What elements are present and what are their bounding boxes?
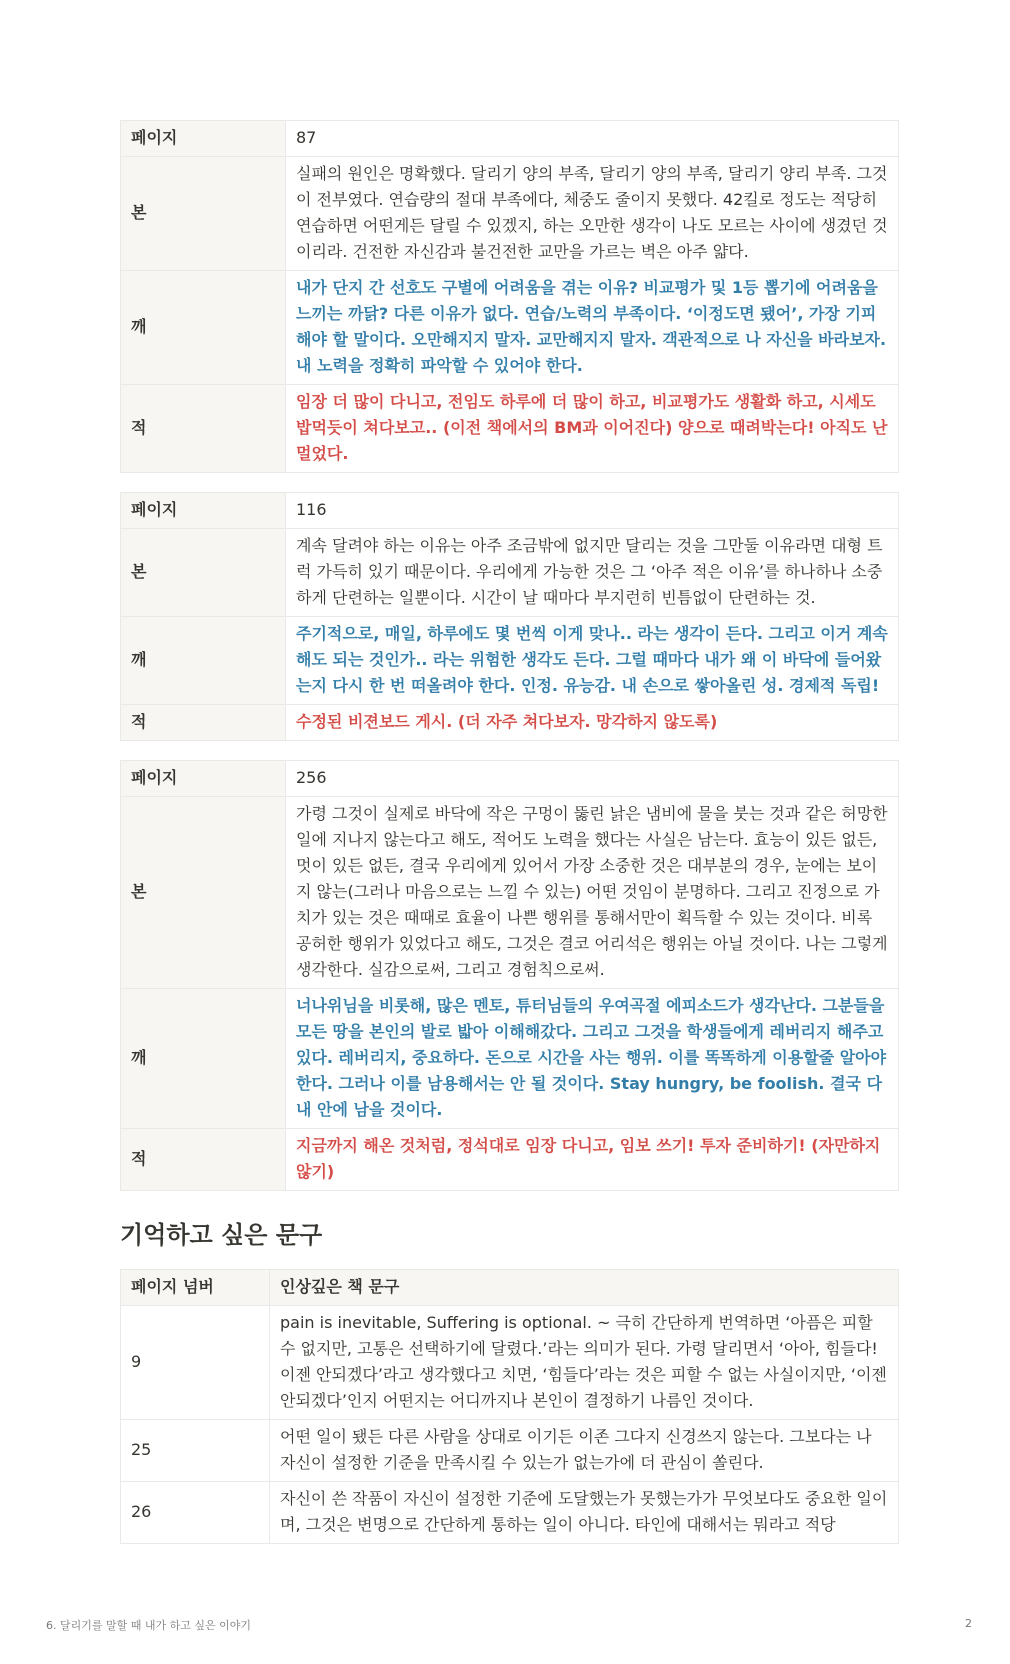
table-row	[121, 761, 899, 797]
table-row	[121, 797, 899, 989]
action-text: 지금까지 해온 것처럼, 정석대로 임장 다니고, 임보 쓰기! 투자 준비하기! (자만하지 않기)	[286, 1129, 899, 1191]
action-label: 적	[121, 1129, 286, 1191]
page-label: 페이지	[121, 493, 286, 529]
table-row	[121, 529, 899, 617]
footer-page-number: 2	[965, 1617, 972, 1630]
quote-text: 자신이 쓴 작품이 자신이 설정한 기준에 도달했는가 못했는가가 무엇보다도 중요한 일이며, 그것은 변명으로 간단하게 통하는 일이 아니다. 타인에 대해서는 뭐라고 적당	[270, 1482, 899, 1544]
page-number: 87	[286, 121, 899, 157]
body-label: 본	[121, 529, 286, 617]
reading-record-table	[120, 120, 899, 473]
insight-text: 너나위님을 비롯해, 많은 멘토, 튜터님들의 우여곡절 에피소드가 생각난다. 그분들을 모든 땅을 본인의 발로 밟아 이해해갔다. 그리고 그것을 학생들에게 레버리지 해주고 있다. 레버리지, 중요하다. 돈으로 시간을 사는 행위. 이를 똑똑하게 이용할줄 알아야 한다. 그러나 이를 남용해서는 안 될 것이다. Stay hungry, be foolish. 결국 다 내 안에 남을 것이다.	[286, 989, 899, 1129]
insight-label: 깨	[121, 989, 286, 1129]
column-header-page: 페이지 넘버	[121, 1270, 270, 1306]
insight-label: 깨	[121, 271, 286, 385]
action-text: 수정된 비젼보드 게시. (더 자주 쳐다보자. 망각하지 않도록)	[286, 705, 899, 741]
body-label: 본	[121, 797, 286, 989]
table-row	[121, 385, 899, 473]
table-row	[121, 989, 899, 1129]
page-content	[120, 120, 899, 1567]
insight-text: 주기적으로, 매일, 하루에도 몇 번씩 이게 맞나.. 라는 생각이 든다. 그리고 이거 계속 해도 되는 것인가.. 라는 위험한 생각도 든다. 그럴 때마다 내가 왜 이 바닥에 들어왔는지 다시 한 번 떠올려야 한다. 인정. 유능감. 내 손으로 쌓아올린 성. 경제적 독립!	[286, 617, 899, 705]
insight-text: 내가 단지 간 선호도 구별에 어려움을 겪는 이유? 비교평가 및 1등 뽑기에 어려움을 느끼는 까닭? 다른 이유가 없다. 연습/노력의 부족이다. ‘이정도면 됐어’, 가장 기피해야 할 말이다. 오만해지지 말자. 교만해지지 말자. 객관적으로 나 자신을 바라보자. 내 노력을 정확히 파악할 수 있어야 한다.	[286, 271, 899, 385]
quote-page: 9	[121, 1306, 270, 1420]
page-number: 116	[286, 493, 899, 529]
table-row	[121, 1482, 899, 1544]
table-row	[121, 1420, 899, 1482]
table-row	[121, 493, 899, 529]
table-row	[121, 705, 899, 741]
page-label: 페이지	[121, 761, 286, 797]
table-header-row	[121, 1270, 899, 1306]
table-row	[121, 121, 899, 157]
page-number: 256	[286, 761, 899, 797]
quote-page: 26	[121, 1482, 270, 1544]
body-text: 실패의 원인은 명확했다. 달리기 양의 부족, 달리기 양의 부족, 달리기 양리 부족. 그것이 전부였다. 연습량의 절대 부족에다, 체중도 줄이지 못했다. 42킬로 정도는 적당히 연습하면 어떤게든 달릴 수 있겠지, 하는 오만한 생각이 나도 모르는 사이에 생겼던 것이리라. 건전한 자신감과 불건전한 교만을 가르는 벽은 아주 얇다.	[286, 157, 899, 271]
quote-text: pain is inevitable, Suffering is optional. ~ 극히 간단하게 번역하면 ‘아픔은 피할 수 없지만, 고통은 선택하기에 달렸다.’라는 의미가 된다. 가령 달리면서 ‘아아, 힘들다! 이젠 안되겠다’라고 생각했다고 치면, ‘힘들다’라는 것은 피할 수 없는 사실이지만, ‘이젠 안되겠다’인지 어떤지는 어디까지나 본인이 결정하기 나름인 것이다.	[270, 1306, 899, 1420]
section-heading: 기억하고 싶은 문구	[120, 1221, 323, 1249]
action-label: 적	[121, 705, 286, 741]
table-row	[121, 1129, 899, 1191]
table-row	[121, 271, 899, 385]
quotes-table	[120, 1269, 899, 1544]
body-text: 계속 달려야 하는 이유는 아주 조금밖에 없지만 달리는 것을 그만둘 이유라면 대형 트럭 가득히 있기 때문이다. 우리에게 가능한 것은 그 ‘아주 적은 이유’를 하나하나 소중하게 단련하는 일뿐이다. 시간이 날 때마다 부지런히 빈틈없이 단련하는 것.	[286, 529, 899, 617]
table-row	[121, 617, 899, 705]
table-row	[121, 1306, 899, 1420]
table-row	[121, 157, 899, 271]
body-text: 가령 그것이 실제로 바닥에 작은 구멍이 뚫린 낡은 냄비에 물을 붓는 것과 같은 허망한 일에 지나지 않는다고 해도, 적어도 노력을 했다는 사실은 남는다. 효능이 있든 없든, 멋이 있든 없든, 결국 우리에게 있어서 가장 소중한 것은 대부분의 경우, 눈에는 보이지 않는(그러나 마음으로는 느낄 수 있는) 어떤 것임이 분명하다. 그리고 진정으로 가치가 있는 것은 때때로 효율이 나쁜 행위를 통해서만이 획득할 수 있는 것이다. 비록 공허한 행위가 있었다고 해도, 그것은 결코 어리석은 행위는 아닐 것이다. 나는 그렇게 생각한다. 실감으로써, 그리고 경험칙으로써.	[286, 797, 899, 989]
body-label: 본	[121, 157, 286, 271]
column-header-quote: 인상깊은 책 문구	[270, 1270, 899, 1306]
quotes-table-wrapper	[120, 1269, 899, 1567]
reading-record-table	[120, 492, 899, 741]
quote-page: 25	[121, 1420, 270, 1482]
action-text: 임장 더 많이 다니고, 전임도 하루에 더 많이 하고, 비교평가도 생활화 하고, 시세도 밥먹듯이 쳐다보고.. (이전 책에서의 BM과 이어진다) 양으로 때려박는다! 아직도 난 멀었다.	[286, 385, 899, 473]
reading-record-table	[120, 760, 899, 1191]
page-label: 페이지	[121, 121, 286, 157]
insight-label: 깨	[121, 617, 286, 705]
footer-title: 6. 달리기를 말할 때 내가 하고 싶은 이야기	[46, 1619, 251, 1632]
action-label: 적	[121, 385, 286, 473]
quote-text: 어떤 일이 됐든 다른 사람을 상대로 이기든 이존 그다지 신경쓰지 않는다. 그보다는 나 자신이 설정한 기준을 만족시킬 수 있는가 없는가에 더 관심이 쏠린다.	[270, 1420, 899, 1482]
